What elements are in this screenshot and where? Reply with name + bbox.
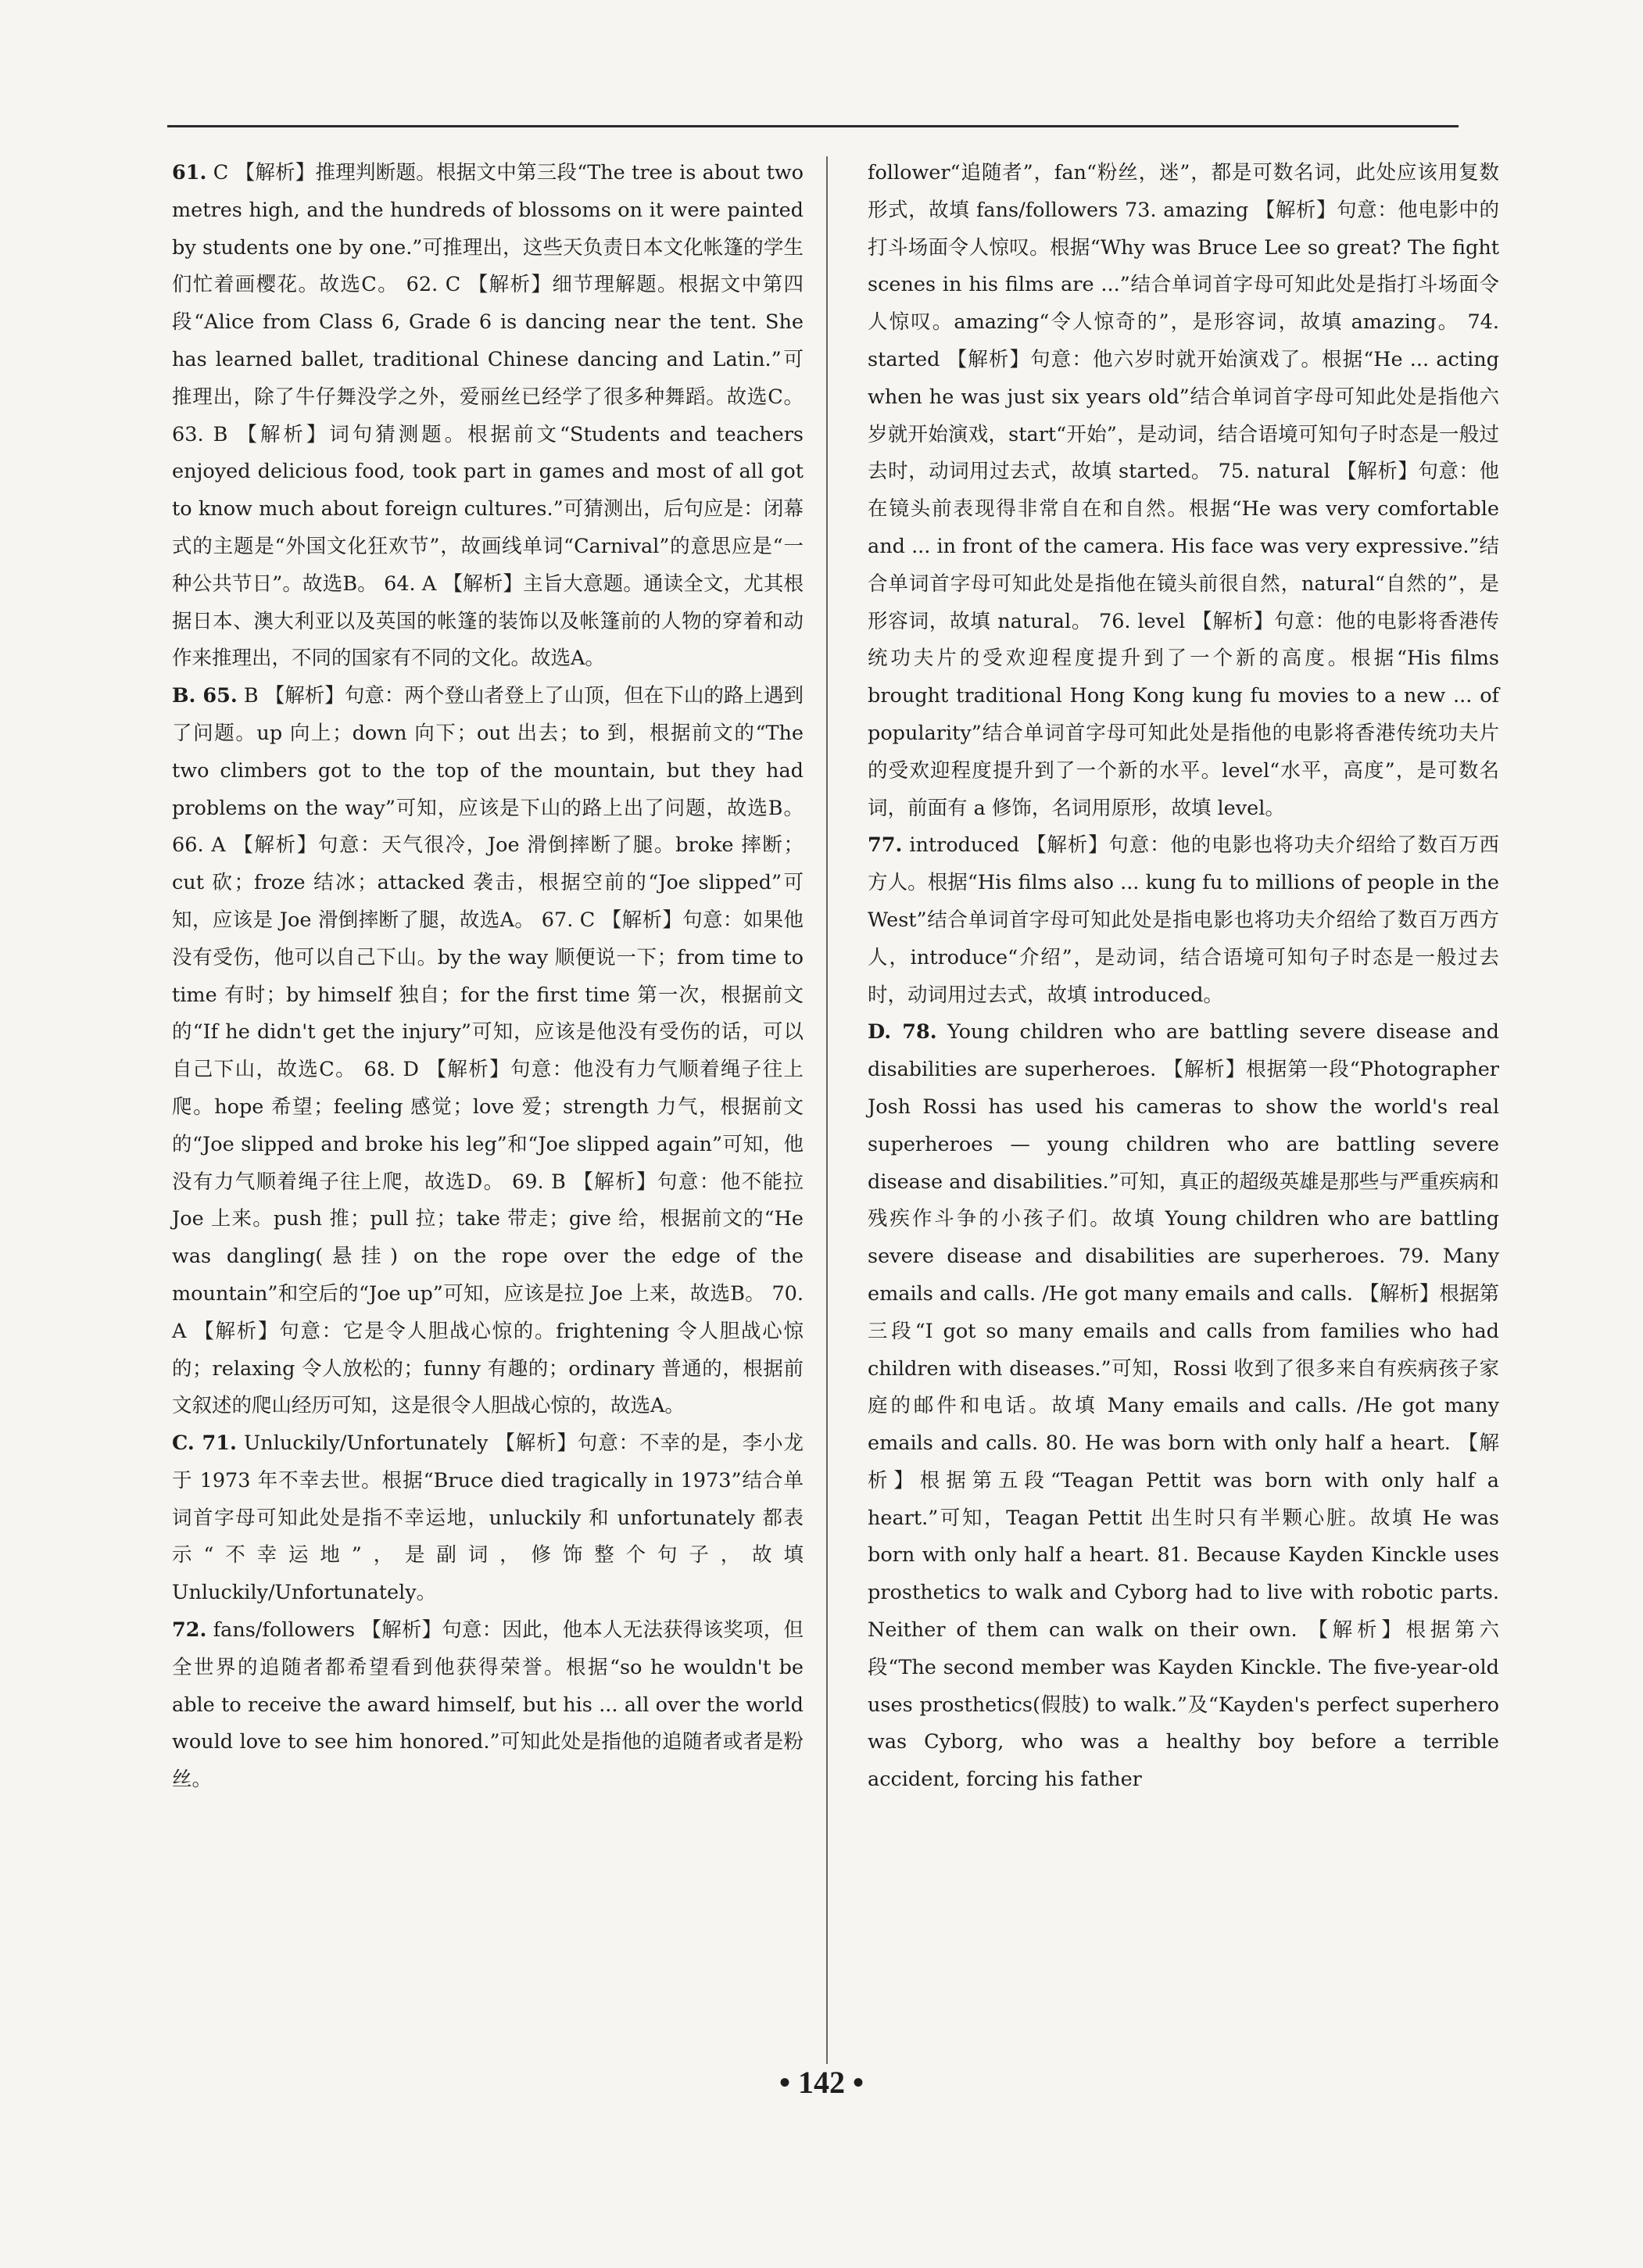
answer-block-78-81	[868, 1014, 1499, 1799]
page-number: • 142 •	[779, 2065, 864, 2100]
item-number: D. 78.	[868, 1020, 937, 1044]
answer-block-61-64	[172, 155, 804, 678]
item-number: 61.	[172, 161, 207, 185]
answer-block-71	[172, 1425, 804, 1612]
answer-text: B 【解析】句意：两个登山者登上了山顶，但在下山的路上遇到了问题。up 向上；down 向下；out 出去；to 到，根据前文的“The two climbers got to the top of the mountain, but they had problems on the way”可知，应该是下山的路上出了问题，故选B。 66. A 【解析】句意：天气很冷，Joe 滑倒摔断了腿。broke 摔断；cut 砍；froze 结冰；attacked 袭击，根据空前的“Joe slipped”可知，应该是 Joe 滑倒摔断了腿，故选A。 67. C 【解析】句意：如果他没有受伤，他可以自己下山。by the way 顺便说一下；from time to time 有时；by himself 独自；for the first time 第一次，根据前文的“If he didn't get the injury”可知，应该是他没有受伤的话，可以自己下山，故选C。 68. D 【解析】句意：他没有力气顺着绳子往上爬。hope 希望；feeling 感觉；love 爱；strength 力气，根据前文的“Joe slipped and broke his leg”和“Joe slipped again”可知，他没有力气顺着绳子往上爬，故选D。 69. B 【解析】句意：他不能拉 Joe 上来。push 推；pull 拉；take 带走；give 给，根据前文的“He was dangling(悬挂) on the rope over the edge of the mountain”和空后的“Joe up”可知，应该是拉 Joe 上来，故选B。 70. A 【解析】句意：它是令人胆战心惊的。frightening 令人胆战心惊的；relaxing 令人放松的；funny 有趣的；ordinary 普通的，根据前文叙述的爬山经历可知，这是很令人胆战心惊的，故选A。	[172, 684, 804, 1418]
answer-block-72-76	[868, 155, 1499, 827]
answer-text: C 【解析】推理判断题。根据文中第三段“The tree is about two metres high, and the hundreds of blossoms on it were painted by students one by one.”可推理出，这些天负责日本文化帐篷的学生们忙着画樱花。故选C。 62. C 【解析】细节理解题。根据文中第四段“Alice from Class 6, Grade 6 is dancing near the tent. She has learned ballet, traditional Chinese dancing and Latin.”可推理出，除了牛仔舞没学之外，爱丽丝已经学了很多种舞蹈。故选C。 63. B 【解析】词句猜测题。根据前文“Students and teachers enjoyed delicious food, took part in games and most of all got to know much about foreign cultures.”可猜测出，后句应是：闭幕式的主题是“外国文化狂欢节”，故画线单词“Carnival”的意思应是“一种公共节日”。故选B。 64. A 【解析】主旨大意题。通读全文，尤其根据日本、澳大利亚以及英国的帐篷的装饰以及帐篷前的人物的穿着和动作来推理出，不同的国家有不同的文化。故选A。	[172, 161, 804, 671]
right-column	[868, 155, 1499, 1799]
answer-text: fans/followers 【解析】句意：因此，他本人无法获得该奖项，但全世界的追随者都希望看到他获得荣誉。根据“so he wouldn't be able to receive the award himself, but his ... all over the world would love to see him honored.”可知此处是指他的追随者或者是粉丝。	[172, 1618, 804, 1792]
item-number: 77.	[868, 833, 903, 858]
answer-text: follower“追随者”，fan“粉丝，迷”，都是可数名词，此处应该用复数形式，故填 fans/followers 73. amazing 【解析】句意：他电影中的打斗场面令人惊叹。根据“Why was Bruce Lee so great? The fight scenes in his films are ...”结合单词首字母可知此处是指打斗场面令人惊叹。amazing“令人惊奇的”，是形容词，故填 amazing。 74. started 【解析】句意：他六岁时就开始演戏了。根据“He ... acting when he was just six years old”结合单词首字母可知此处是指他六岁就开始演戏，start“开始”，是动词，结合语境可知句子时态是一般过去时，动词用过去式，故填 started。 75. natural 【解析】句意：他在镜头前表现得非常自在和自然。根据“He was very comfortable and ... in front of the camera. His face was very expressive.”结合单词首字母可知此处是指他在镜头前很自然，natural“自然的”，是形容词，故填 natural。 76. level 【解析】句意：他的电影将香港传统功夫片的受欢迎程度提升到了一个新的高度。根据“His films brought traditional Hong Kong kung fu movies to a new ... of popularity”结合单词首字母可知此处是指他的电影将香港传统功夫片的受欢迎程度提升到了一个新的水平。level“水平，高度”，是可数名词，前面有 a 修饰，名词用原形，故填 level。	[868, 161, 1499, 820]
answer-block-77	[868, 827, 1499, 1014]
answer-text: Unluckily/Unfortunately 【解析】句意：不幸的是，李小龙于 1973 年不幸去世。根据“Bruce died tragically in 1973”结合单词首字母可知此处是指不幸运地，unluckily 和 unfortunately 都表示“不幸运地”，是副词，修饰整个句子，故填 Unluckily/Unfortunately。	[172, 1431, 804, 1605]
left-column	[172, 155, 804, 1799]
top-rule	[167, 125, 1459, 127]
answer-block-72	[172, 1612, 804, 1799]
item-number: 72.	[172, 1618, 207, 1643]
answer-text: Young children who are battling severe disease and disabilities are superheroes. 【解析】根据第一段“Photographer Josh Rossi has used his cameras to show the world's real superheroes — young children who are battling severe disease and disabilities.”可知，真正的超级英雄是那些与严重疾病和残疾作斗争的小孩子们。故填 Young children who are battling severe disease and disabilities are superheroes. 79. Many emails and calls. /He got many emails and calls. 【解析】根据第三段“I got so many emails and calls from families who had children with diseases.”可知，Rossi 收到了很多来自有疾病孩子家庭的邮件和电话。故填 Many emails and calls. /He got many emails and calls. 80. He was born with only half a heart. 【解析】根据第五段“Teagan Pettit was born with only half a heart.”可知，Teagan Pettit 出生时只有半颗心脏。故填 He was born with only half a heart. 81. Because Kayden Kinckle uses prosthetics to walk and Cyborg had to live with robotic parts. Neither of them can walk on their own. 【解析】根据第六段“The second member was Kayden Kinckle. The five-year-old uses prosthetics(假肢) to walk.”及“Kayden's perfect superhero was Cyborg, who was a healthy boy before a terrible accident, forcing his father	[868, 1020, 1499, 1792]
column-divider	[826, 156, 828, 2064]
answer-text: introduced 【解析】句意：他的电影也将功夫介绍给了数百万西方人。根据“His films also ... kung fu to millions of people in the West”结合单词首字母可知此处是指电影也将功夫介绍给了数百万西方人，introduce“介绍”，是动词，结合语境可知句子时态是一般过去时，动词用过去式，故填 introduced。	[868, 833, 1499, 1007]
item-number: C. 71.	[172, 1431, 237, 1456]
item-number: B. 65.	[172, 684, 238, 708]
answer-block-65-70	[172, 678, 804, 1425]
